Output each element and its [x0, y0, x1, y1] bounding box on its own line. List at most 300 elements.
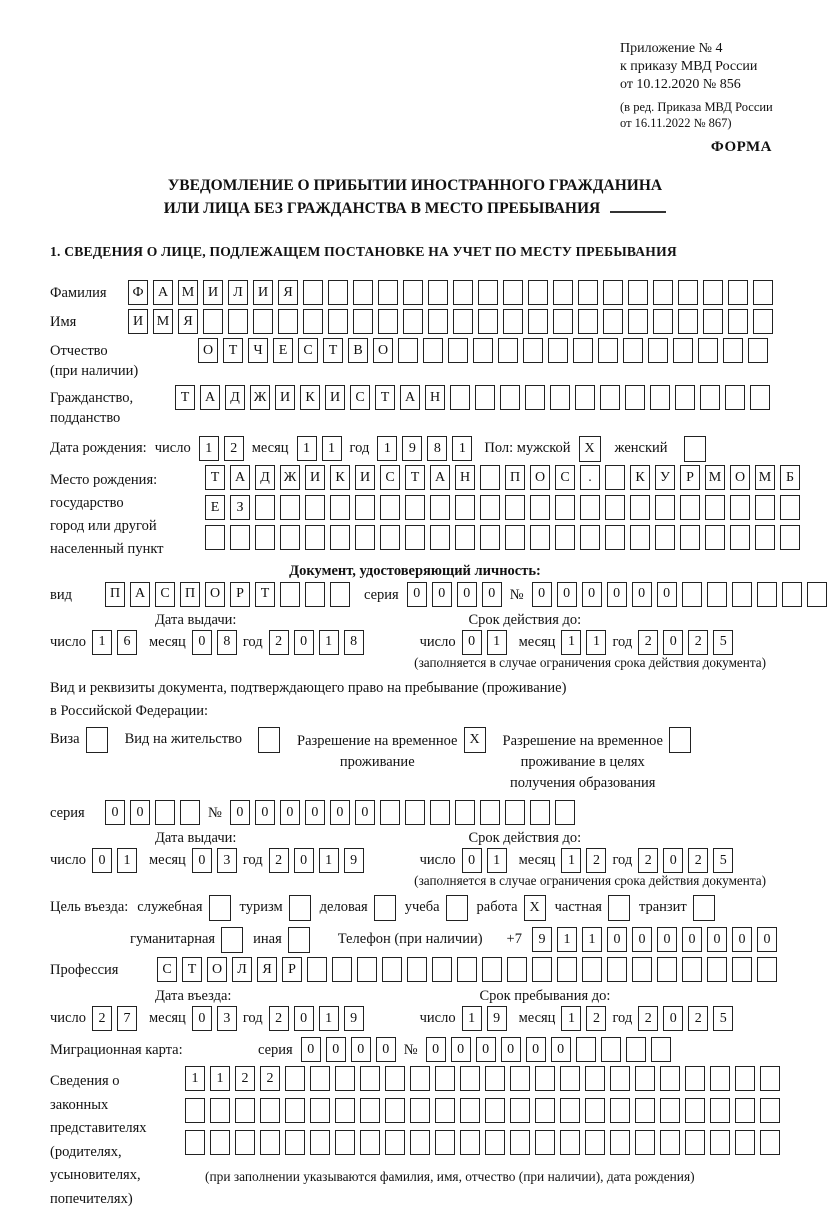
char-cell[interactable] — [203, 309, 223, 334]
char-cell[interactable] — [475, 385, 495, 410]
char-cell[interactable]: О — [530, 465, 550, 490]
char-cell[interactable] — [705, 495, 725, 520]
legal-representatives-cells-row-2[interactable] — [185, 1098, 780, 1123]
char-cell[interactable]: Б — [780, 465, 800, 490]
char-cell[interactable] — [180, 800, 200, 825]
char-cell[interactable]: М — [705, 465, 725, 490]
residence-issue-year-cells[interactable] — [269, 848, 364, 873]
char-cell[interactable]: 0 — [607, 582, 627, 607]
char-cell[interactable] — [380, 495, 400, 520]
char-cell[interactable]: Т — [175, 385, 195, 410]
char-cell[interactable] — [403, 309, 423, 334]
char-cell[interactable] — [735, 1098, 755, 1123]
char-cell[interactable]: С — [155, 582, 175, 607]
birth-place-cells-row-1[interactable] — [205, 465, 800, 490]
char-cell[interactable]: 3 — [217, 1006, 237, 1031]
char-cell[interactable] — [410, 1130, 430, 1155]
char-cell[interactable] — [360, 1066, 380, 1091]
char-cell[interactable] — [235, 1098, 255, 1123]
char-cell[interactable]: 0 — [707, 927, 727, 952]
char-cell[interactable] — [285, 1130, 305, 1155]
char-cell[interactable] — [280, 582, 300, 607]
char-cell[interactable] — [660, 1066, 680, 1091]
char-cell[interactable] — [610, 1066, 630, 1091]
char-cell[interactable] — [535, 1066, 555, 1091]
char-cell[interactable]: 2 — [586, 848, 606, 873]
char-cell[interactable]: 5 — [713, 1006, 733, 1031]
char-cell[interactable]: 0 — [451, 1037, 471, 1062]
residence-number-cells[interactable] — [230, 800, 575, 825]
char-cell[interactable] — [310, 1066, 330, 1091]
char-cell[interactable]: 6 — [117, 630, 137, 655]
char-cell[interactable] — [398, 338, 418, 363]
char-cell[interactable] — [460, 1066, 480, 1091]
char-cell[interactable] — [600, 385, 620, 410]
char-cell[interactable]: 1 — [561, 848, 581, 873]
char-cell[interactable]: О — [730, 465, 750, 490]
char-cell[interactable]: Т — [375, 385, 395, 410]
char-cell[interactable]: П — [105, 582, 125, 607]
char-cell[interactable] — [328, 309, 348, 334]
temp-residence-permit-checkbox[interactable]: X — [464, 727, 486, 753]
char-cell[interactable] — [423, 338, 443, 363]
char-cell[interactable] — [332, 957, 352, 982]
char-cell[interactable] — [703, 309, 723, 334]
doc-series-cells[interactable] — [407, 582, 502, 607]
char-cell[interactable]: 0 — [92, 848, 112, 873]
char-cell[interactable] — [335, 1098, 355, 1123]
char-cell[interactable]: 8 — [427, 436, 447, 461]
given-name-cells[interactable] — [128, 309, 773, 334]
char-cell[interactable]: 2 — [235, 1066, 255, 1091]
char-cell[interactable]: 2 — [688, 1006, 708, 1031]
char-cell[interactable] — [185, 1098, 205, 1123]
char-cell[interactable]: 2 — [688, 630, 708, 655]
char-cell[interactable] — [510, 1098, 530, 1123]
char-cell[interactable] — [750, 385, 770, 410]
char-cell[interactable]: 1 — [322, 436, 342, 461]
char-cell[interactable] — [723, 338, 743, 363]
char-cell[interactable]: 0 — [607, 927, 627, 952]
char-cell[interactable]: О — [373, 338, 393, 363]
char-cell[interactable]: 3 — [217, 848, 237, 873]
char-cell[interactable] — [353, 280, 373, 305]
char-cell[interactable] — [753, 280, 773, 305]
char-cell[interactable]: 2 — [638, 848, 658, 873]
char-cell[interactable] — [575, 385, 595, 410]
char-cell[interactable] — [353, 309, 373, 334]
char-cell[interactable]: Е — [273, 338, 293, 363]
char-cell[interactable] — [378, 280, 398, 305]
char-cell[interactable] — [435, 1098, 455, 1123]
char-cell[interactable]: 2 — [224, 436, 244, 461]
entry-year-cells[interactable] — [269, 1006, 364, 1031]
visa-checkbox[interactable] — [86, 727, 108, 753]
char-cell[interactable]: 0 — [632, 927, 652, 952]
char-cell[interactable]: 0 — [557, 582, 577, 607]
char-cell[interactable] — [210, 1130, 230, 1155]
char-cell[interactable]: А — [200, 385, 220, 410]
char-cell[interactable]: 1 — [557, 927, 577, 952]
char-cell[interactable]: Т — [323, 338, 343, 363]
char-cell[interactable] — [560, 1130, 580, 1155]
char-cell[interactable]: М — [178, 280, 198, 305]
char-cell[interactable] — [660, 1098, 680, 1123]
char-cell[interactable] — [357, 957, 377, 982]
char-cell[interactable]: С — [157, 957, 177, 982]
char-cell[interactable] — [405, 800, 425, 825]
char-cell[interactable] — [305, 582, 325, 607]
char-cell[interactable] — [430, 525, 450, 550]
char-cell[interactable] — [478, 309, 498, 334]
char-cell[interactable] — [635, 1066, 655, 1091]
birth-month-cells[interactable] — [297, 436, 342, 461]
char-cell[interactable]: П — [180, 582, 200, 607]
char-cell[interactable] — [285, 1098, 305, 1123]
char-cell[interactable] — [582, 957, 602, 982]
char-cell[interactable]: У — [655, 465, 675, 490]
char-cell[interactable] — [760, 1098, 780, 1123]
char-cell[interactable] — [510, 1130, 530, 1155]
char-cell[interactable]: 0 — [305, 800, 325, 825]
char-cell[interactable] — [330, 495, 350, 520]
char-cell[interactable] — [185, 1130, 205, 1155]
char-cell[interactable] — [380, 800, 400, 825]
doc-number-cells[interactable] — [532, 582, 827, 607]
char-cell[interactable] — [682, 582, 702, 607]
char-cell[interactable]: С — [555, 465, 575, 490]
char-cell[interactable] — [553, 309, 573, 334]
char-cell[interactable] — [480, 800, 500, 825]
gender-female-checkbox[interactable] — [684, 436, 706, 462]
char-cell[interactable] — [405, 495, 425, 520]
migration-card-series-cells[interactable] — [301, 1037, 396, 1062]
char-cell[interactable] — [653, 309, 673, 334]
char-cell[interactable] — [680, 525, 700, 550]
char-cell[interactable] — [360, 1130, 380, 1155]
char-cell[interactable]: 1 — [561, 1006, 581, 1031]
char-cell[interactable] — [378, 309, 398, 334]
char-cell[interactable] — [480, 495, 500, 520]
char-cell[interactable]: Я — [278, 280, 298, 305]
char-cell[interactable] — [553, 280, 573, 305]
char-cell[interactable] — [530, 525, 550, 550]
char-cell[interactable] — [576, 1037, 596, 1062]
char-cell[interactable] — [410, 1098, 430, 1123]
char-cell[interactable] — [307, 957, 327, 982]
char-cell[interactable]: 8 — [344, 630, 364, 655]
char-cell[interactable] — [807, 582, 827, 607]
char-cell[interactable] — [310, 1130, 330, 1155]
char-cell[interactable]: 1 — [452, 436, 472, 461]
char-cell[interactable]: С — [350, 385, 370, 410]
char-cell[interactable]: 0 — [355, 800, 375, 825]
char-cell[interactable]: 1 — [582, 927, 602, 952]
char-cell[interactable] — [355, 495, 375, 520]
char-cell[interactable] — [328, 280, 348, 305]
char-cell[interactable] — [705, 525, 725, 550]
char-cell[interactable] — [260, 1098, 280, 1123]
char-cell[interactable] — [335, 1066, 355, 1091]
citizenship-cells[interactable] — [175, 385, 770, 410]
char-cell[interactable]: 0 — [663, 1006, 683, 1031]
char-cell[interactable] — [578, 280, 598, 305]
char-cell[interactable]: 0 — [657, 582, 677, 607]
residence-permit-checkbox[interactable] — [258, 727, 280, 753]
purpose-transit-checkbox[interactable] — [693, 895, 715, 921]
char-cell[interactable] — [748, 338, 768, 363]
char-cell[interactable] — [230, 525, 250, 550]
char-cell[interactable] — [685, 1066, 705, 1091]
doc-expiry-month-cells[interactable] — [561, 630, 606, 655]
char-cell[interactable] — [626, 1037, 646, 1062]
char-cell[interactable]: Л — [228, 280, 248, 305]
char-cell[interactable]: А — [430, 465, 450, 490]
char-cell[interactable]: 0 — [663, 630, 683, 655]
char-cell[interactable]: 1 — [487, 848, 507, 873]
char-cell[interactable] — [457, 957, 477, 982]
char-cell[interactable] — [760, 1130, 780, 1155]
char-cell[interactable]: Т — [223, 338, 243, 363]
char-cell[interactable] — [403, 280, 423, 305]
char-cell[interactable] — [610, 1098, 630, 1123]
char-cell[interactable]: 2 — [688, 848, 708, 873]
char-cell[interactable] — [455, 525, 475, 550]
char-cell[interactable] — [680, 495, 700, 520]
char-cell[interactable]: Р — [680, 465, 700, 490]
char-cell[interactable]: В — [348, 338, 368, 363]
char-cell[interactable]: 0 — [294, 630, 314, 655]
char-cell[interactable]: Т — [182, 957, 202, 982]
residence-issue-month-cells[interactable] — [192, 848, 237, 873]
birth-place-cells-row-3[interactable] — [205, 525, 800, 550]
char-cell[interactable] — [630, 495, 650, 520]
char-cell[interactable] — [730, 525, 750, 550]
char-cell[interactable] — [550, 385, 570, 410]
char-cell[interactable] — [482, 957, 502, 982]
char-cell[interactable] — [460, 1098, 480, 1123]
char-cell[interactable]: И — [128, 309, 148, 334]
char-cell[interactable]: 2 — [92, 1006, 112, 1031]
char-cell[interactable]: 0 — [476, 1037, 496, 1062]
purpose-official-checkbox[interactable] — [209, 895, 231, 921]
char-cell[interactable]: И — [253, 280, 273, 305]
char-cell[interactable] — [455, 800, 475, 825]
char-cell[interactable] — [555, 525, 575, 550]
char-cell[interactable]: 0 — [280, 800, 300, 825]
char-cell[interactable] — [260, 1130, 280, 1155]
char-cell[interactable] — [303, 309, 323, 334]
purpose-business-checkbox[interactable] — [374, 895, 396, 921]
char-cell[interactable] — [725, 385, 745, 410]
char-cell[interactable] — [528, 280, 548, 305]
purpose-tourism-checkbox[interactable] — [289, 895, 311, 921]
residence-series-cells[interactable] — [105, 800, 200, 825]
char-cell[interactable] — [505, 495, 525, 520]
char-cell[interactable] — [673, 338, 693, 363]
char-cell[interactable] — [530, 800, 550, 825]
residence-issue-day-cells[interactable] — [92, 848, 137, 873]
char-cell[interactable]: 1 — [319, 1006, 339, 1031]
char-cell[interactable] — [650, 385, 670, 410]
char-cell[interactable]: 1 — [487, 630, 507, 655]
char-cell[interactable] — [455, 495, 475, 520]
char-cell[interactable]: О — [198, 338, 218, 363]
char-cell[interactable]: К — [330, 465, 350, 490]
char-cell[interactable]: Ф — [128, 280, 148, 305]
char-cell[interactable]: Т — [405, 465, 425, 490]
char-cell[interactable] — [625, 385, 645, 410]
char-cell[interactable]: 0 — [326, 1037, 346, 1062]
char-cell[interactable]: 1 — [586, 630, 606, 655]
char-cell[interactable] — [780, 495, 800, 520]
char-cell[interactable]: Ч — [248, 338, 268, 363]
char-cell[interactable] — [255, 525, 275, 550]
char-cell[interactable] — [535, 1098, 555, 1123]
char-cell[interactable]: 2 — [638, 630, 658, 655]
char-cell[interactable]: 0 — [663, 848, 683, 873]
char-cell[interactable] — [360, 1098, 380, 1123]
char-cell[interactable] — [473, 338, 493, 363]
purpose-other-checkbox[interactable] — [288, 927, 310, 953]
char-cell[interactable]: 7 — [117, 1006, 137, 1031]
char-cell[interactable]: 0 — [757, 927, 777, 952]
char-cell[interactable]: М — [755, 465, 775, 490]
char-cell[interactable]: 0 — [462, 630, 482, 655]
char-cell[interactable] — [480, 465, 500, 490]
char-cell[interactable]: 0 — [330, 800, 350, 825]
char-cell[interactable]: . — [580, 465, 600, 490]
char-cell[interactable] — [660, 1130, 680, 1155]
char-cell[interactable] — [228, 309, 248, 334]
char-cell[interactable] — [330, 582, 350, 607]
char-cell[interactable] — [410, 1066, 430, 1091]
char-cell[interactable]: З — [230, 495, 250, 520]
char-cell[interactable] — [753, 309, 773, 334]
char-cell[interactable]: 1 — [92, 630, 112, 655]
char-cell[interactable]: 0 — [582, 582, 602, 607]
char-cell[interactable] — [605, 525, 625, 550]
char-cell[interactable] — [651, 1037, 671, 1062]
char-cell[interactable] — [653, 280, 673, 305]
char-cell[interactable] — [757, 957, 777, 982]
char-cell[interactable] — [573, 338, 593, 363]
char-cell[interactable] — [685, 1130, 705, 1155]
purpose-work-checkbox[interactable]: X — [524, 895, 546, 921]
char-cell[interactable]: 0 — [657, 927, 677, 952]
char-cell[interactable] — [485, 1098, 505, 1123]
char-cell[interactable] — [710, 1130, 730, 1155]
char-cell[interactable] — [685, 1098, 705, 1123]
char-cell[interactable] — [735, 1130, 755, 1155]
char-cell[interactable] — [210, 1098, 230, 1123]
char-cell[interactable]: 0 — [351, 1037, 371, 1062]
char-cell[interactable] — [675, 385, 695, 410]
char-cell[interactable]: Я — [178, 309, 198, 334]
char-cell[interactable]: 1 — [210, 1066, 230, 1091]
char-cell[interactable] — [405, 525, 425, 550]
char-cell[interactable]: С — [298, 338, 318, 363]
char-cell[interactable]: Я — [257, 957, 277, 982]
char-cell[interactable] — [478, 280, 498, 305]
char-cell[interactable]: Д — [225, 385, 245, 410]
char-cell[interactable]: 0 — [532, 582, 552, 607]
char-cell[interactable] — [610, 1130, 630, 1155]
char-cell[interactable]: 2 — [586, 1006, 606, 1031]
char-cell[interactable] — [655, 495, 675, 520]
char-cell[interactable]: 0 — [462, 848, 482, 873]
char-cell[interactable] — [635, 1130, 655, 1155]
birth-day-cells[interactable] — [199, 436, 244, 461]
char-cell[interactable]: 0 — [457, 582, 477, 607]
char-cell[interactable] — [735, 1066, 755, 1091]
char-cell[interactable] — [503, 280, 523, 305]
char-cell[interactable] — [557, 957, 577, 982]
char-cell[interactable]: Д — [255, 465, 275, 490]
char-cell[interactable] — [623, 338, 643, 363]
char-cell[interactable] — [253, 309, 273, 334]
char-cell[interactable] — [428, 280, 448, 305]
birth-year-cells[interactable] — [377, 436, 472, 461]
char-cell[interactable] — [335, 1130, 355, 1155]
char-cell[interactable]: 0 — [526, 1037, 546, 1062]
char-cell[interactable]: 0 — [105, 800, 125, 825]
char-cell[interactable] — [385, 1130, 405, 1155]
char-cell[interactable] — [755, 495, 775, 520]
char-cell[interactable]: 0 — [255, 800, 275, 825]
char-cell[interactable] — [578, 309, 598, 334]
char-cell[interactable]: И — [355, 465, 375, 490]
char-cell[interactable] — [760, 1066, 780, 1091]
char-cell[interactable] — [503, 309, 523, 334]
char-cell[interactable] — [632, 957, 652, 982]
char-cell[interactable]: Е — [205, 495, 225, 520]
doc-issue-day-cells[interactable] — [92, 630, 137, 655]
char-cell[interactable]: 8 — [217, 630, 237, 655]
char-cell[interactable]: П — [505, 465, 525, 490]
char-cell[interactable]: С — [380, 465, 400, 490]
char-cell[interactable] — [700, 385, 720, 410]
doc-expiry-year-cells[interactable] — [638, 630, 733, 655]
char-cell[interactable]: 9 — [344, 1006, 364, 1031]
char-cell[interactable]: 0 — [551, 1037, 571, 1062]
char-cell[interactable] — [235, 1130, 255, 1155]
char-cell[interactable] — [532, 957, 552, 982]
char-cell[interactable] — [630, 525, 650, 550]
entry-day-cells[interactable] — [92, 1006, 137, 1031]
char-cell[interactable]: 1 — [462, 1006, 482, 1031]
stay-until-month-cells[interactable] — [561, 1006, 606, 1031]
char-cell[interactable]: Н — [425, 385, 445, 410]
char-cell[interactable] — [628, 309, 648, 334]
char-cell[interactable] — [728, 280, 748, 305]
char-cell[interactable]: И — [325, 385, 345, 410]
char-cell[interactable] — [710, 1066, 730, 1091]
char-cell[interactable] — [480, 525, 500, 550]
char-cell[interactable]: 0 — [482, 582, 502, 607]
char-cell[interactable] — [603, 280, 623, 305]
char-cell[interactable] — [385, 1098, 405, 1123]
purpose-study-checkbox[interactable] — [446, 895, 468, 921]
char-cell[interactable]: 1 — [319, 848, 339, 873]
char-cell[interactable] — [280, 525, 300, 550]
purpose-humanitarian-checkbox[interactable] — [221, 927, 243, 953]
char-cell[interactable]: 0 — [407, 582, 427, 607]
char-cell[interactable] — [678, 280, 698, 305]
char-cell[interactable]: 1 — [117, 848, 137, 873]
char-cell[interactable]: Л — [232, 957, 252, 982]
char-cell[interactable]: 2 — [269, 1006, 289, 1031]
